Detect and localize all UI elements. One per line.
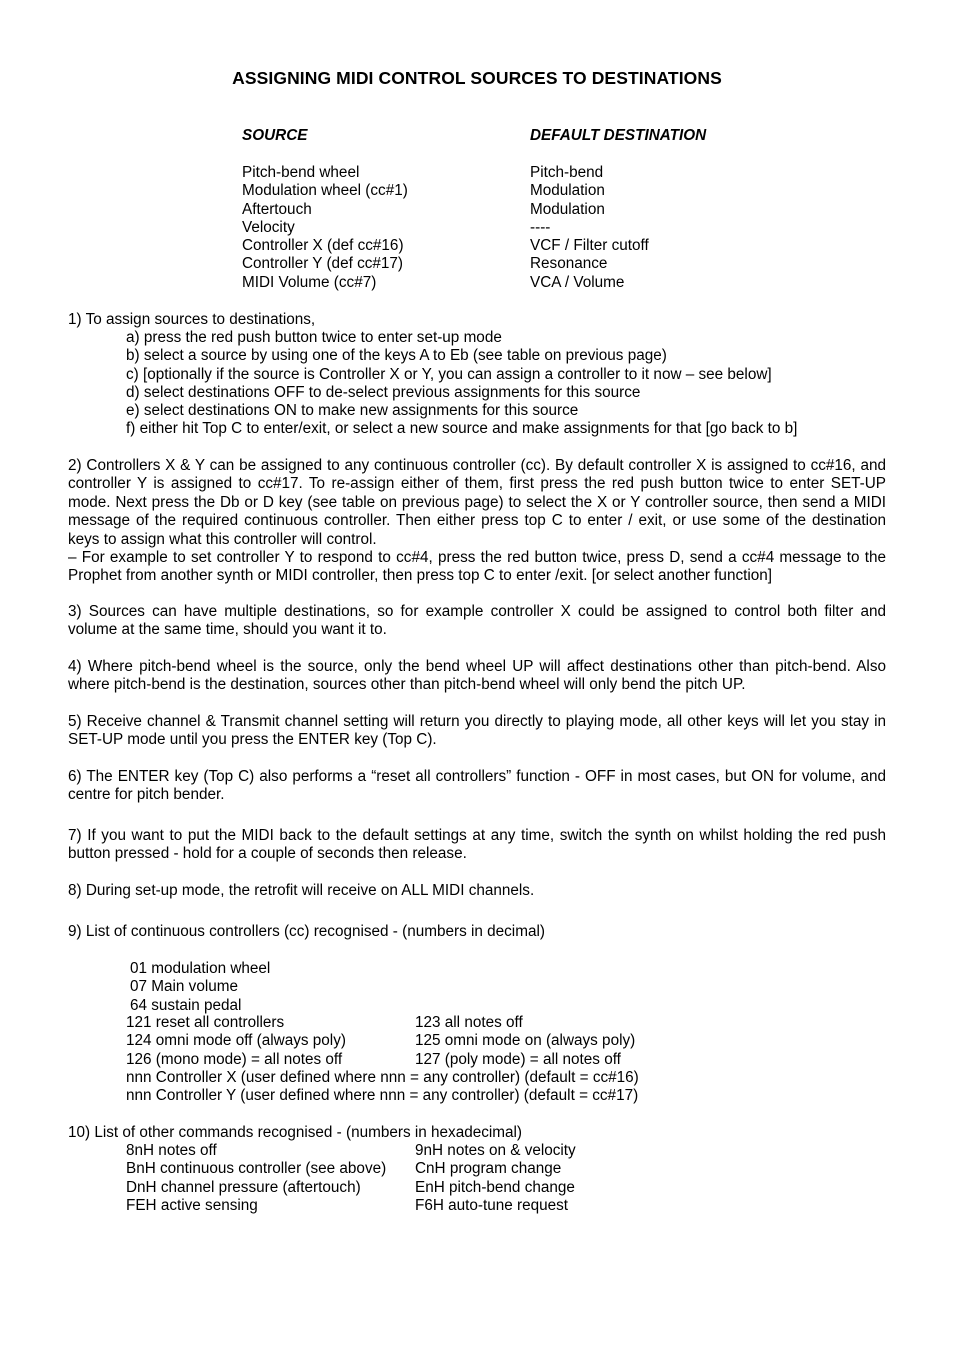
section-7-paragraph: 7) If you want to put the MIDI back to the default settings at any time, switch the synth on whilst holding the red push button pressed - hold for a couple of seconds then release. [68,827,886,863]
table-cell-source: Modulation wheel (cc#1) [242,182,408,200]
cc-list-single [130,960,270,1015]
command-list-item: 9nH notes on & velocity [415,1142,576,1159]
step-item: b) select a source by using one of the keys A to Eb (see table on previous page) [126,347,667,365]
step-item: c) [optionally if the source is Controller X or Y, you can assign a controller to it now – see below] [126,365,772,383]
step-item: d) select destinations OFF to de-select previous assignments for this source [126,383,641,401]
cc-list-item: 124 omni mode off (always poly) [126,1032,346,1050]
section-8-paragraph: 8) During set-up mode, the retrofit will receive on ALL MIDI channels. [68,882,535,899]
table-cell-source: Pitch-bend wheel [242,164,360,181]
section-10-intro: 10) List of other commands recognised - (numbers in hexadecimal) [68,1124,523,1141]
section-1-intro: 1) To assign sources to destinations, [68,311,316,328]
cc-list-item: 126 (mono mode) = all notes off [126,1050,343,1068]
destination-column-header: DEFAULT DESTINATION [530,127,707,144]
cc-list-item: nnn Controller X (user defined where nnn = any controller) (default = cc#16) [126,1068,639,1086]
cc-list-item: 125 omni mode on (always poly) [415,1032,636,1050]
command-list-item: FEH active sensing [126,1196,258,1214]
table-cell-destination: Modulation [530,182,605,200]
command-list-item: 8nH notes off [126,1142,217,1159]
source-column [242,164,408,292]
cc-list-item: 64 sustain pedal [130,996,242,1014]
cc-list-item: 07 Main volume [130,978,238,996]
cc-list-right [415,1014,635,1069]
section-2-paragraph: 2) Controllers X & Y can be assigned to any continuous controller (cc). By default controller X is assigned to cc#16, and controller Y is assigned to cc#17. To re-assign either of them, first press the red push button twice to enter SET-UP mode. Next press the Db or D key (see table on previous page) to select the X or Y controller source, then send a MIDI message of the required continuous controller. Then either press top C to enter / exit, or use some of the destination keys to assign what this controller will control. [68,457,886,548]
table-cell-source: Controller Y (def cc#17) [242,255,403,273]
command-list-item: EnH pitch-bend change [415,1178,575,1196]
table-cell-destination: Pitch-bend [530,164,604,181]
table-cell-source: MIDI Volume (cc#7) [242,273,377,291]
command-list-item: F6H auto-tune request [415,1196,569,1214]
step-item: f) either hit Top C to enter/exit, or select a new source and make assignments for that [go back to b] [126,420,798,438]
section-6-paragraph: 6) The ENTER key (Top C) also performs a “reset all controllers” function - OFF in most cases, but ON for volume, and centre for pitch bender. [68,768,886,804]
section-9-intro: 9) List of continuous controllers (cc) recognised - (numbers in decimal) [68,923,545,940]
source-column-header: SOURCE [242,127,308,144]
cc-list-item: nnn Controller Y (user defined where nnn = any controller) (default = cc#17) [126,1087,639,1105]
cc-list-item: 127 (poly mode) = all notes off [415,1050,621,1068]
command-list-item: DnH channel pressure (aftertouch) [126,1178,361,1196]
table-cell-destination: ---- [530,218,551,236]
table-cell-source: Controller X (def cc#16) [242,237,404,255]
section-1-steps [126,329,797,439]
command-list-item: BnH continuous controller (see above) [126,1160,387,1178]
step-item: e) select destinations ON to make new assignments for this source [126,402,579,420]
table-cell-destination: VCF / Filter cutoff [530,237,649,255]
section-3-paragraph: 3) Sources can have multiple destinations, so for example controller X could be assigned to control both filter and volume at the same time, should you want it to. [68,603,886,639]
step-item: a) press the red push button twice to enter set-up mode [126,329,502,346]
table-cell-destination: Modulation [530,200,605,218]
cc-list-item: 123 all notes off [415,1014,523,1031]
section-5-paragraph: 5) Receive channel & Transmit channel setting will return you directly to playing mode, all other keys will let you stay in SET-UP mode until you press the ENTER key (Top C). [68,713,886,749]
destination-column [530,164,649,292]
cc-list-item: 121 reset all controllers [126,1014,285,1031]
section-4-paragraph: 4) Where pitch-bend wheel is the source, only the bend wheel UP will affect destinations other than pitch-bend. Also where pitch-bend is the destination, sources other than pitch-bend wheel will only bend the pitch UP. [68,658,886,694]
table-cell-source: Velocity [242,218,295,236]
table-cell-destination: VCA / Volume [530,273,625,291]
cc-list-item: 01 modulation wheel [130,960,271,977]
command-list-item: CnH program change [415,1160,562,1178]
section-2-example: – For example to set controller Y to respond to cc#4, press the red button twice, press D, send a cc#4 message to the Prophet from another synth or MIDI controller, then press top C to enter /exit. [or select another function] [68,549,886,585]
command-list-right [415,1142,576,1215]
table-cell-destination: Resonance [530,255,608,273]
table-cell-source: Aftertouch [242,200,312,218]
page-title: ASSIGNING MIDI CONTROL SOURCES TO DESTINATIONS [232,68,722,88]
command-list-left [126,1142,386,1215]
